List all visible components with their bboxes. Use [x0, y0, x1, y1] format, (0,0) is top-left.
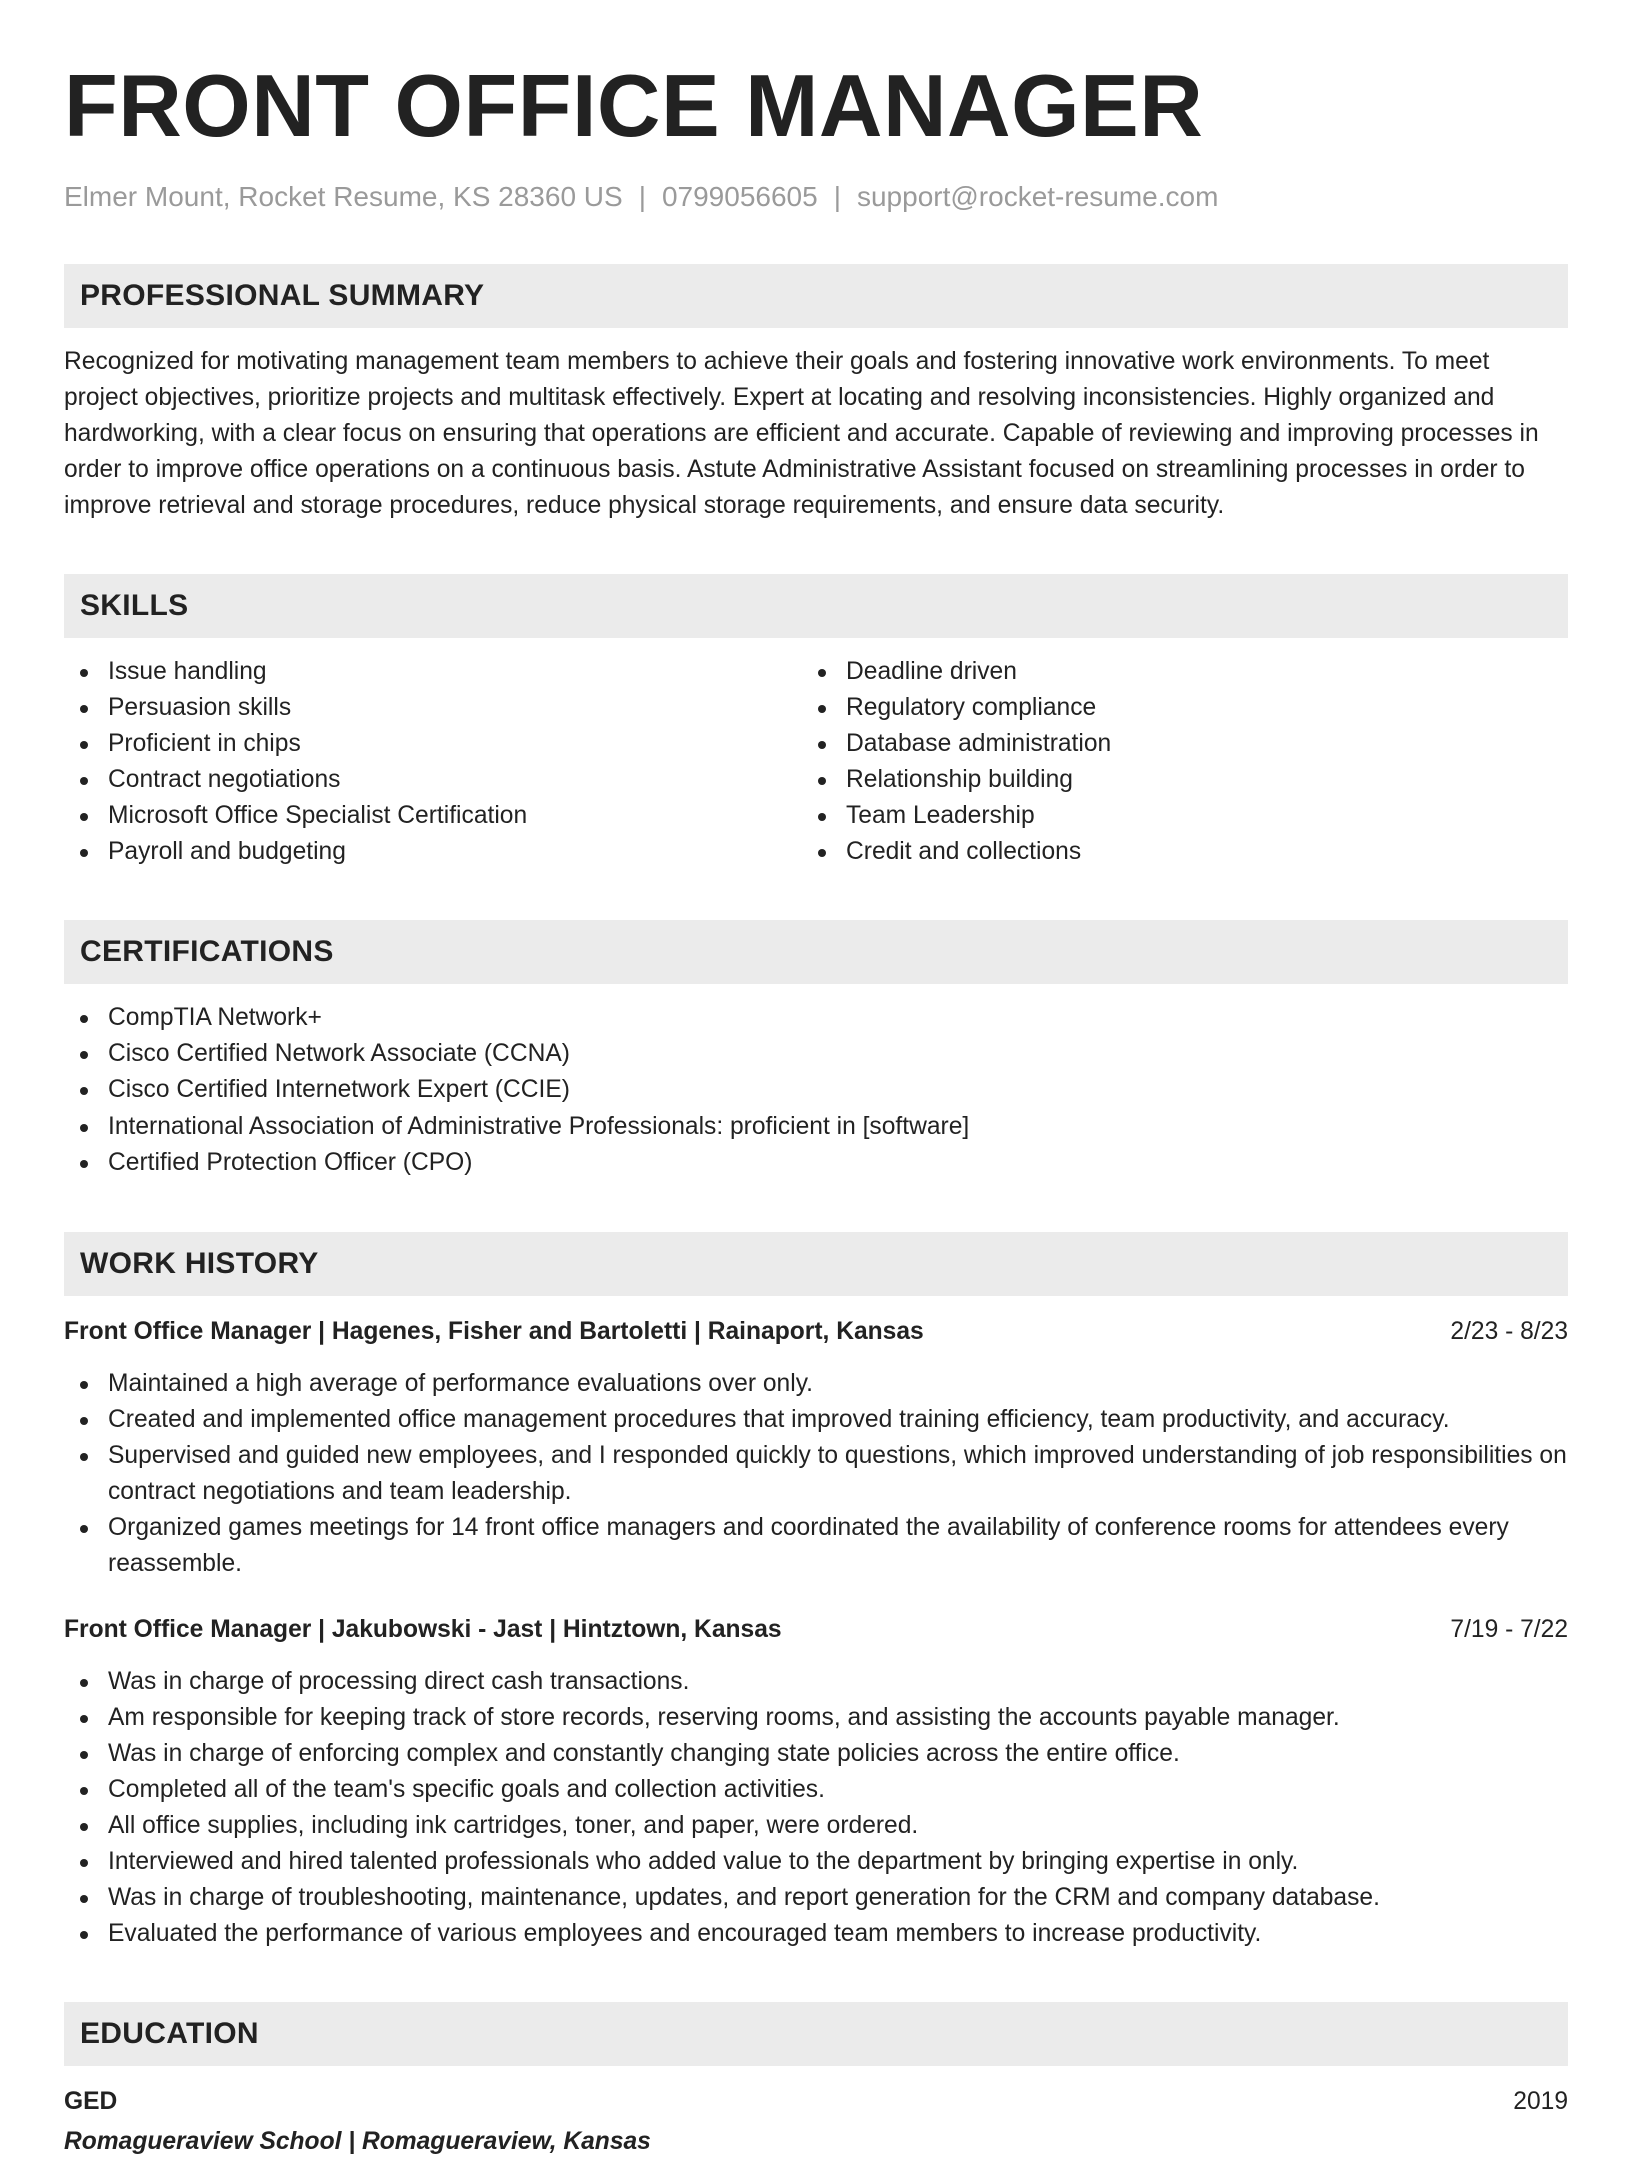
- education-header: [64, 2084, 1568, 2120]
- job-dates: 2/23 - 8/23: [1450, 1317, 1568, 1345]
- certifications-list: [64, 1000, 1568, 1182]
- skills-column-left: [64, 654, 802, 870]
- skill-item: Database administration: [802, 726, 1542, 762]
- job-entry: [64, 1314, 1568, 1582]
- skill-item: Proficient in chips: [64, 726, 802, 762]
- education-degree: GED: [64, 2087, 118, 2115]
- education-school: Romagueraview School | Romagueraview, Kansas: [64, 2127, 651, 2155]
- job-bullet: All office supplies, including ink cartridges, toner, and paper, were ordered.: [64, 1808, 1568, 1844]
- certification-item: Cisco Certified Internetwork Expert (CCIE): [64, 1072, 1568, 1108]
- contact-separator: |: [833, 181, 841, 212]
- skill-item: Payroll and budgeting: [64, 834, 802, 870]
- job-bullet: Was in charge of enforcing complex and constantly changing state policies across the entire office.: [64, 1736, 1568, 1772]
- skill-item: Deadline driven: [802, 654, 1542, 690]
- contact-line: [64, 180, 1568, 214]
- job-bullets: [64, 1366, 1568, 1582]
- job-bullet: Interviewed and hired talented professionals who added value to the department by bringing expertise in only.: [64, 1844, 1568, 1880]
- skill-item: Microsoft Office Specialist Certification: [64, 798, 802, 834]
- job-bullet: Completed all of the team's specific goals and collection activities.: [64, 1772, 1568, 1808]
- contact-address: Elmer Mount, Rocket Resume, KS 28360 US: [64, 181, 623, 212]
- section-heading-summary: PROFESSIONAL SUMMARY: [64, 264, 1568, 328]
- certification-item: Certified Protection Officer (CPO): [64, 1145, 1568, 1181]
- job-bullet: Organized games meetings for 14 front office managers and coordinated the availability of conference rooms for attendees every reassemble.: [64, 1510, 1568, 1582]
- section-heading-skills: SKILLS: [64, 574, 1568, 638]
- certification-item: International Association of Administrative Professionals: proficient in [software]: [64, 1109, 1568, 1145]
- section-heading-work-history: WORK HISTORY: [64, 1232, 1568, 1296]
- skill-item: Team Leadership: [802, 798, 1542, 834]
- job-bullet: Was in charge of troubleshooting, maintenance, updates, and report generation for the CRM and company database.: [64, 1880, 1568, 1916]
- education-year: 2019: [1513, 2087, 1568, 2115]
- job-header: [64, 1612, 1568, 1648]
- skill-item: Issue handling: [64, 654, 802, 690]
- job-bullet: Am responsible for keeping track of store records, reserving rooms, and assisting the accounts payable manager.: [64, 1700, 1568, 1736]
- section-heading-education: EDUCATION: [64, 2002, 1568, 2066]
- skills-list: [64, 654, 1568, 870]
- skill-item: Relationship building: [802, 762, 1542, 798]
- job-header: [64, 1314, 1568, 1350]
- job-bullet: Created and implemented office management procedures that improved training efficiency, team productivity, and accuracy.: [64, 1402, 1568, 1438]
- job-title: Front Office Manager | Jakubowski - Jast | Hintztown, Kansas: [64, 1615, 782, 1643]
- job-bullet: Was in charge of processing direct cash transactions.: [64, 1664, 1568, 1700]
- job-bullet: Maintained a high average of performance evaluations over only.: [64, 1366, 1568, 1402]
- certification-item: Cisco Certified Network Associate (CCNA): [64, 1036, 1568, 1072]
- certification-item: CompTIA Network+: [64, 1000, 1568, 1036]
- skills-column-right: [802, 654, 1542, 870]
- skill-item: Contract negotiations: [64, 762, 802, 798]
- contact-email: support@rocket-resume.com: [856, 181, 1219, 212]
- skill-item: Persuasion skills: [64, 690, 802, 726]
- job-bullet: Evaluated the performance of various employees and encouraged team members to increase productivity.: [64, 1916, 1568, 1952]
- job-bullets: [64, 1664, 1568, 1952]
- contact-separator: |: [638, 181, 646, 212]
- summary-text: Recognized for motivating management team members to achieve their goals and fostering innovative work environments. To meet project objectives, prioritize projects and multitask effectively. Expert at locating and resolving inconsistencies. Highly organized and hardworking, with a clear focus on ensuring that operations are efficient and accurate. Capable of reviewing and improving processes in order to improve office operations on a continuous basis. Astute Administrative Assistant focused on streamlining processes in order to improve retrieval and storage procedures, reduce physical storage requirements, and ensure data security.: [64, 347, 1539, 519]
- contact-phone: 0799056605: [661, 181, 818, 212]
- job-title: Front Office Manager | Hagenes, Fisher and Bartoletti | Rainaport, Kansas: [64, 1317, 924, 1345]
- job-dates: 7/19 - 7/22: [1450, 1615, 1568, 1643]
- resume-title: FRONT OFFICE MANAGER: [64, 56, 1204, 155]
- job-entry: [64, 1612, 1568, 1952]
- skill-item: Credit and collections: [802, 834, 1542, 870]
- job-bullet: Supervised and guided new employees, and I responded quickly to questions, which improved understanding of job responsibilities on contract negotiations and team leadership.: [64, 1438, 1568, 1510]
- skill-item: Regulatory compliance: [802, 690, 1542, 726]
- section-heading-certifications: CERTIFICATIONS: [64, 920, 1568, 984]
